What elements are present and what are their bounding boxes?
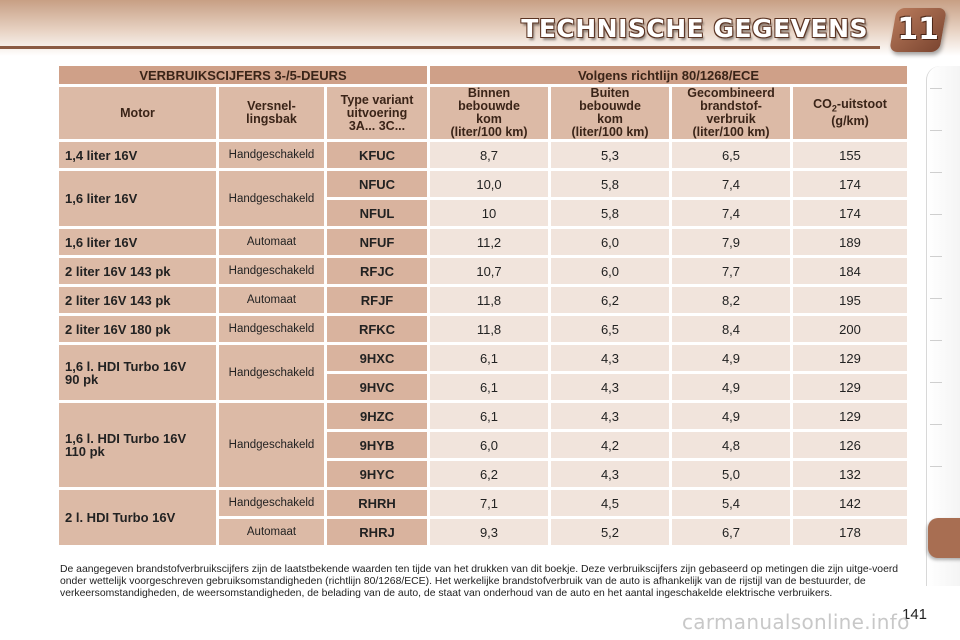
type-code-cell: RHRJ <box>327 519 427 545</box>
table-row <box>59 490 907 516</box>
page-number: 141 <box>902 606 928 623</box>
combined-cell: 4,9 <box>672 403 790 429</box>
type-code-cell: 9HYB <box>327 432 427 458</box>
combined-cell: 5,4 <box>672 490 790 516</box>
extra-urban-cell: 4,2 <box>551 432 669 458</box>
co2-cell: 174 <box>793 200 907 226</box>
extra-urban-cell: 6,0 <box>551 229 669 255</box>
urban-cell: 9,3 <box>430 519 548 545</box>
type-code-cell: RFJF <box>327 287 427 313</box>
table-row <box>59 258 907 284</box>
footnote-text: De aangegeven brandstofverbruikscijfers zijn de laatstbekende waarden ten tijde van het drukken van dit boekje. Deze verbruikscijfers zijn gebaseerd op metingen die zijn uitge-voerd onder wettelijk voorgeschreven gebruiksomstandigheden (richtlijn 80/1268/ECE). Het werkelijke brandstofverbruik van de auto is afhankelijk van de rijstijl van de bestuurder, de verkeersomstandigheden, de weersomstandigheden, de belading van de auto, de staat van onderhoud van de auto en het aantal ingeschakelde elektrische verbruikers. <box>60 564 899 599</box>
extra-urban-cell: 6,0 <box>551 258 669 284</box>
side-tab-divider <box>930 298 942 299</box>
urban-cell: 11,8 <box>430 316 548 342</box>
combined-cell: 4,9 <box>672 345 790 371</box>
column-header-co2 <box>793 87 907 139</box>
type-code-cell: RFJC <box>327 258 427 284</box>
side-tab-divider <box>930 340 942 341</box>
co2-cell: 195 <box>793 287 907 313</box>
table-row <box>59 316 907 342</box>
urban-cell: 11,8 <box>430 287 548 313</box>
table-row <box>59 345 907 371</box>
co2-cell: 129 <box>793 345 907 371</box>
chapter-number: 11 <box>897 12 939 47</box>
column-header-extra-urban: Buiten bebouwde kom (liter/100 km) <box>551 87 669 139</box>
combined-cell: 7,4 <box>672 200 790 226</box>
urban-cell: 10,0 <box>430 171 548 197</box>
side-tab-chapter-11[interactable] <box>928 518 960 558</box>
combined-cell: 7,9 <box>672 229 790 255</box>
co2-cell: 129 <box>793 403 907 429</box>
co2-prefix: CO <box>813 96 832 111</box>
urban-cell: 6,1 <box>430 345 548 371</box>
chapter-badge <box>889 8 947 52</box>
combined-cell: 4,9 <box>672 374 790 400</box>
co2-cell: 184 <box>793 258 907 284</box>
section-header-directive: Volgens richtlijn 80/1268/ECE <box>430 66 907 84</box>
motor-cell: 1,6 liter 16V <box>59 229 216 255</box>
urban-cell: 10,7 <box>430 258 548 284</box>
co2-cell: 155 <box>793 142 907 168</box>
side-tab-divider <box>930 466 942 467</box>
co2-cell: 200 <box>793 316 907 342</box>
side-tab-divider <box>930 382 942 383</box>
urban-cell: 7,1 <box>430 490 548 516</box>
type-code-cell: NFUL <box>327 200 427 226</box>
consumption-table <box>56 63 910 548</box>
table-row <box>59 287 907 313</box>
table-row <box>59 171 907 197</box>
combined-cell: 7,7 <box>672 258 790 284</box>
column-header-motor: Motor <box>59 87 216 139</box>
co2-cell: 178 <box>793 519 907 545</box>
side-tab-divider <box>930 88 942 89</box>
motor-cell: 1,6 liter 16V <box>59 171 216 226</box>
gearbox-cell: Automaat <box>219 519 324 545</box>
combined-cell: 8,4 <box>672 316 790 342</box>
combined-cell: 4,8 <box>672 432 790 458</box>
urban-cell: 11,2 <box>430 229 548 255</box>
co2-cell: 142 <box>793 490 907 516</box>
side-tab-divider <box>930 130 942 131</box>
urban-cell: 6,1 <box>430 403 548 429</box>
page-title: TECHNISCHE GEGEVENS <box>521 14 868 43</box>
combined-cell: 7,4 <box>672 171 790 197</box>
type-code-cell: 9HYC <box>327 461 427 487</box>
table-row <box>59 403 907 429</box>
side-tab-divider <box>930 424 942 425</box>
type-code-cell: NFUF <box>327 229 427 255</box>
type-code-cell: 9HVC <box>327 374 427 400</box>
type-code-cell: RFKC <box>327 316 427 342</box>
type-code-cell: 9HZC <box>327 403 427 429</box>
co2-unit: (g/km) <box>831 114 869 129</box>
type-code-cell: 9HXC <box>327 345 427 371</box>
table-row <box>59 229 907 255</box>
side-tab-divider <box>930 256 942 257</box>
gearbox-cell: Automaat <box>219 229 324 255</box>
urban-cell: 6,1 <box>430 374 548 400</box>
extra-urban-cell: 5,8 <box>551 200 669 226</box>
urban-cell: 6,2 <box>430 461 548 487</box>
combined-cell: 6,7 <box>672 519 790 545</box>
motor-cell: 2 l. HDI Turbo 16V <box>59 490 216 545</box>
extra-urban-cell: 6,5 <box>551 316 669 342</box>
extra-urban-cell: 4,3 <box>551 374 669 400</box>
gearbox-cell: Handgeschakeld <box>219 142 324 168</box>
side-tab-divider <box>930 214 942 215</box>
combined-cell: 6,5 <box>672 142 790 168</box>
watermark: carmanualsonline.info <box>682 610 910 634</box>
extra-urban-cell: 6,2 <box>551 287 669 313</box>
gearbox-cell: Handgeschakeld <box>219 403 324 487</box>
motor-cell: 1,4 liter 16V <box>59 142 216 168</box>
co2-subscript: 2 <box>831 103 837 114</box>
extra-urban-cell: 5,3 <box>551 142 669 168</box>
combined-cell: 8,2 <box>672 287 790 313</box>
column-header-combined: Gecombineerd brandstof- verbruik (liter/100 km) <box>672 87 790 139</box>
urban-cell: 6,0 <box>430 432 548 458</box>
motor-cell: 2 liter 16V 180 pk <box>59 316 216 342</box>
gearbox-cell: Automaat <box>219 287 324 313</box>
gearbox-cell: Handgeschakeld <box>219 490 324 516</box>
co2-cell: 129 <box>793 374 907 400</box>
co2-suffix: -uitstoot <box>836 96 887 111</box>
column-header-gearbox: Versnel- lingsbak <box>219 87 324 139</box>
extra-urban-cell: 5,2 <box>551 519 669 545</box>
extra-urban-cell: 4,3 <box>551 403 669 429</box>
side-tab-divider <box>930 172 942 173</box>
extra-urban-cell: 4,3 <box>551 345 669 371</box>
motor-cell: 1,6 l. HDI Turbo 16V 90 pk <box>59 345 216 400</box>
gearbox-cell: Handgeschakeld <box>219 258 324 284</box>
side-tab-rail <box>926 66 960 586</box>
type-code-cell: NFUC <box>327 171 427 197</box>
extra-urban-cell: 4,5 <box>551 490 669 516</box>
co2-cell: 174 <box>793 171 907 197</box>
extra-urban-cell: 5,8 <box>551 171 669 197</box>
motor-cell: 2 liter 16V 143 pk <box>59 258 216 284</box>
gearbox-cell: Handgeschakeld <box>219 171 324 226</box>
combined-cell: 5,0 <box>672 461 790 487</box>
gearbox-cell: Handgeschakeld <box>219 316 324 342</box>
co2-cell: 189 <box>793 229 907 255</box>
type-code-cell: RHRH <box>327 490 427 516</box>
column-header-urban: Binnen bebouwde kom (liter/100 km) <box>430 87 548 139</box>
header-rule <box>0 46 880 49</box>
type-code-cell: KFUC <box>327 142 427 168</box>
column-header-type: Type variant uitvoering 3A... 3C... <box>327 87 427 139</box>
co2-cell: 132 <box>793 461 907 487</box>
section-header-consumption: VERBRUIKSCIJFERS 3-/5-DEURS <box>59 66 427 84</box>
table-row <box>59 142 907 168</box>
gearbox-cell: Handgeschakeld <box>219 345 324 400</box>
co2-cell: 126 <box>793 432 907 458</box>
urban-cell: 10 <box>430 200 548 226</box>
extra-urban-cell: 4,3 <box>551 461 669 487</box>
urban-cell: 8,7 <box>430 142 548 168</box>
motor-cell: 2 liter 16V 143 pk <box>59 287 216 313</box>
motor-cell: 1,6 l. HDI Turbo 16V 110 pk <box>59 403 216 487</box>
